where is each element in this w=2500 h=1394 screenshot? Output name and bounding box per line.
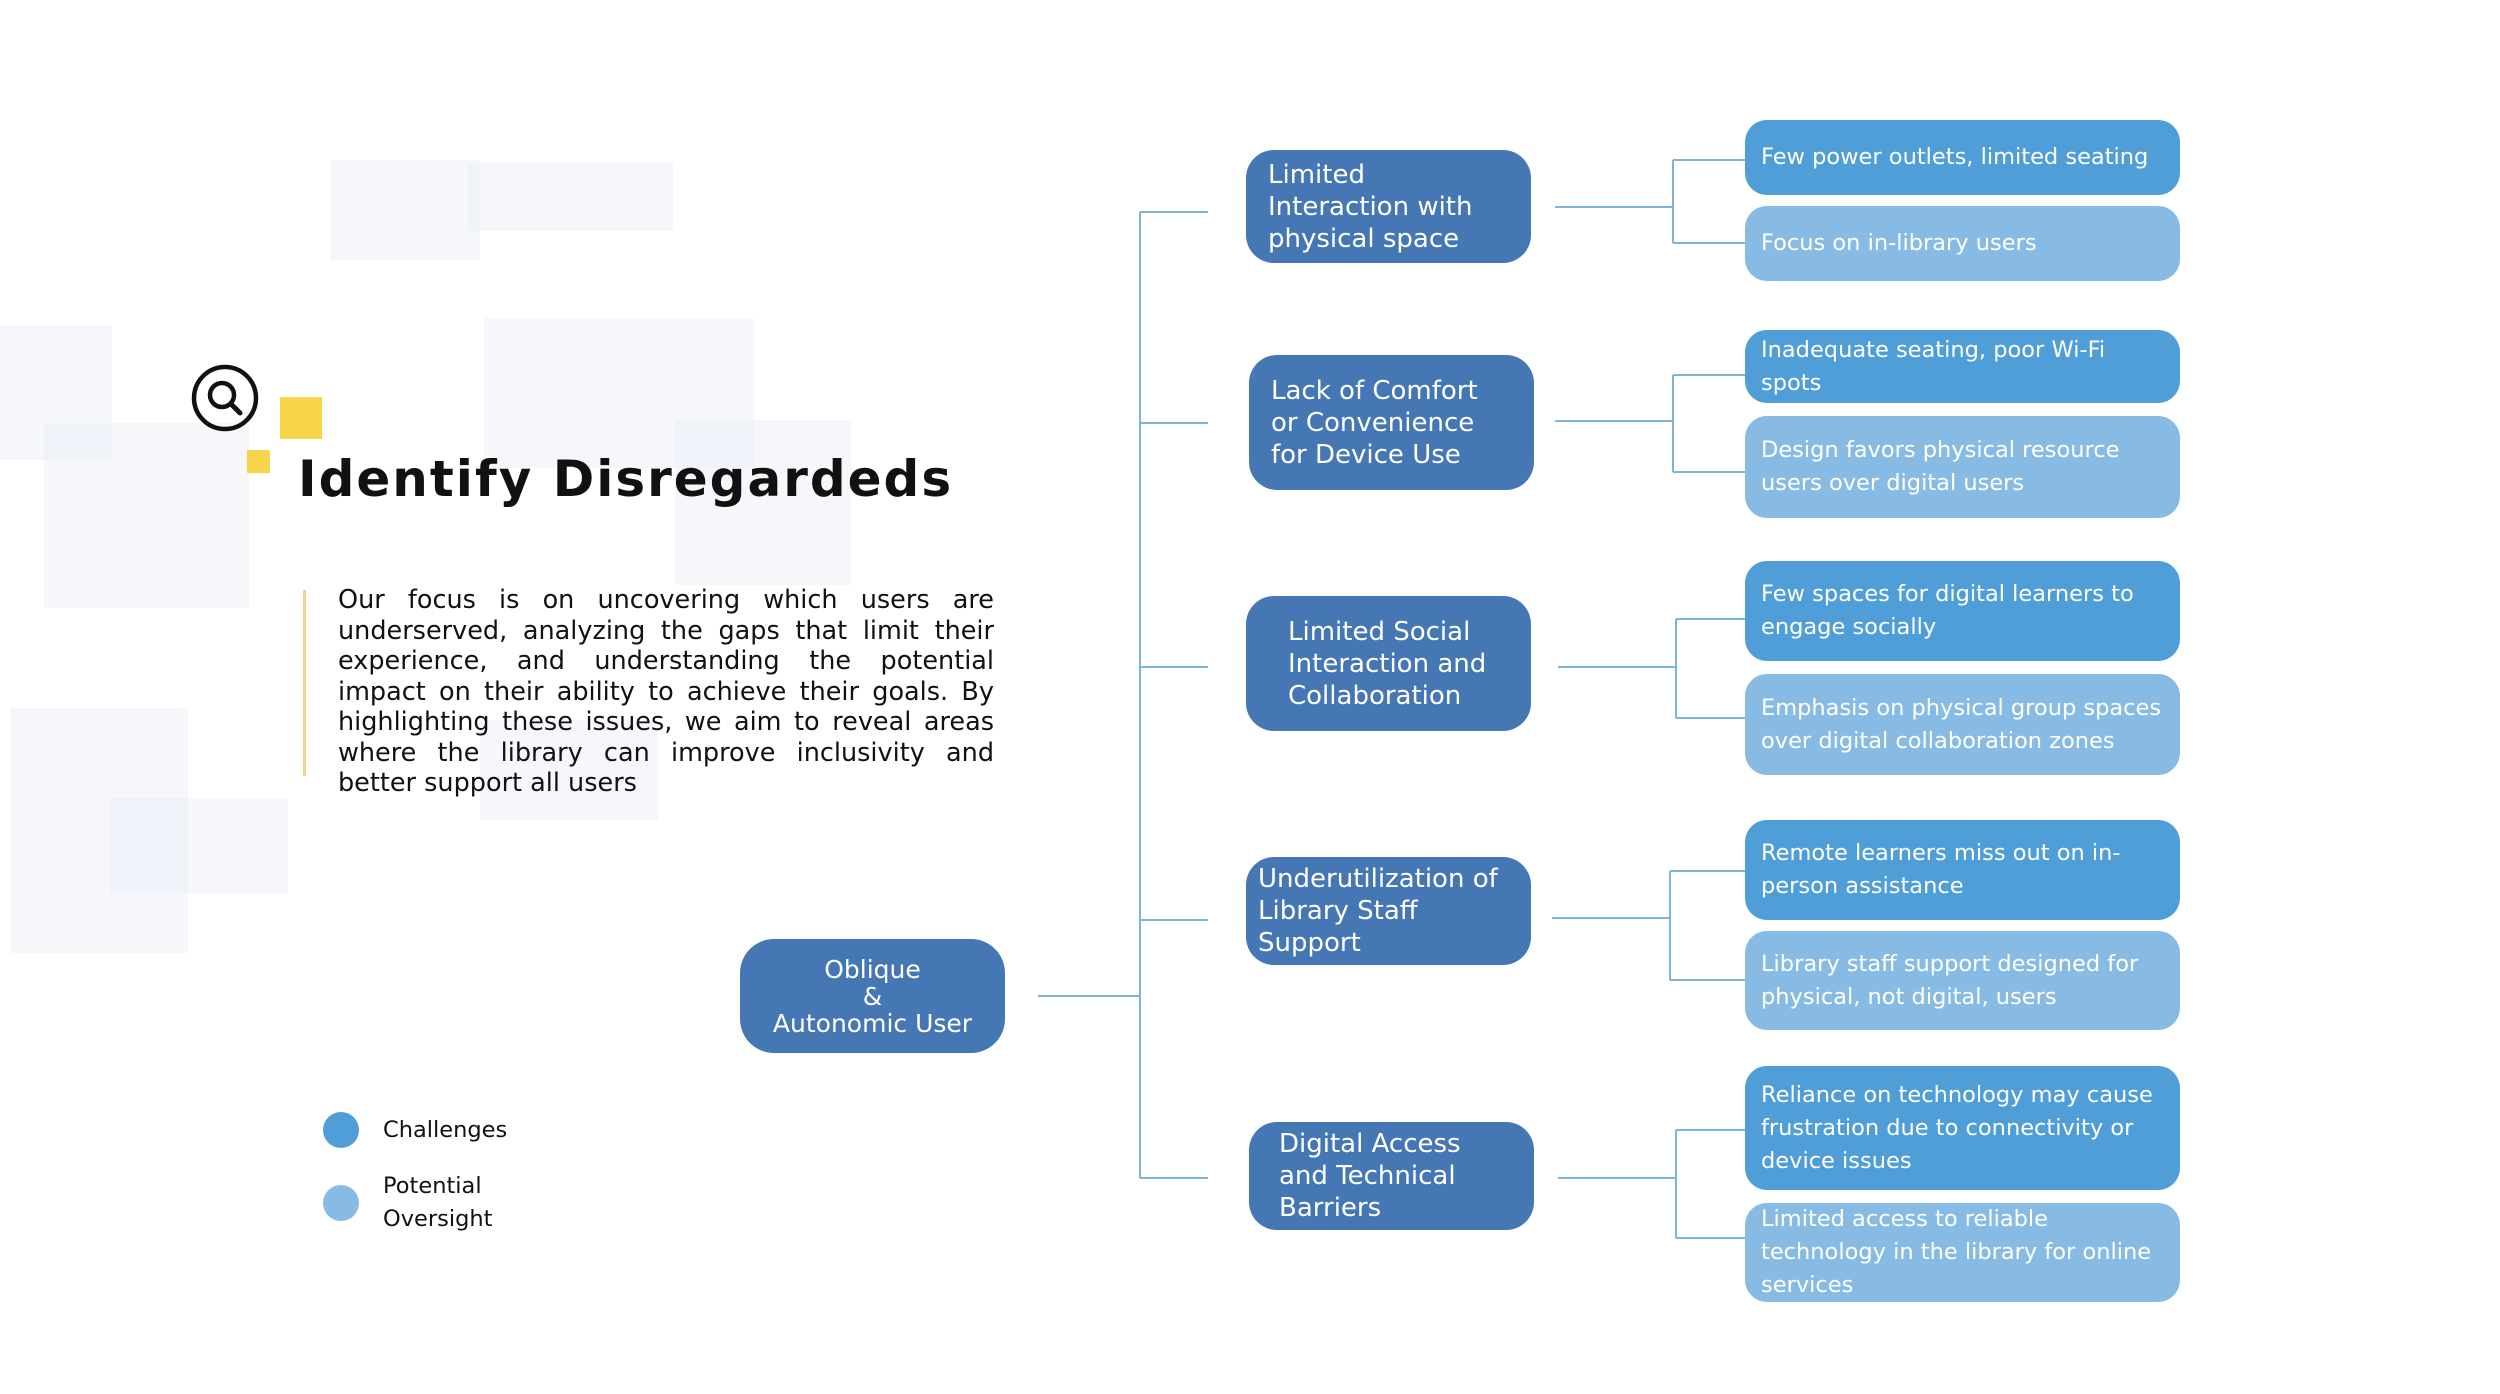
root-line-1: Oblique — [824, 954, 921, 984]
oversight-text: Limited access to reliable technology in the library for online services — [1761, 1206, 2152, 1298]
challenge-node — [1745, 561, 2180, 661]
root-line-3: Autonomic User — [772, 1008, 973, 1038]
legend-dot-challenges — [323, 1112, 359, 1148]
challenge-text: Few spaces for digital learners to engage socially — [1761, 581, 2134, 640]
oversight-text: Emphasis on physical group spaces over digital collaboration zones — [1761, 694, 2162, 754]
branch-label: Limited Interaction with physical space — [1268, 159, 1473, 254]
oversight-node — [1745, 416, 2180, 518]
challenge-node — [1745, 330, 2180, 403]
oversight-node — [1745, 206, 2180, 281]
challenge-text: Reliance on technology may cause frustration due to connectivity or device issues — [1761, 1081, 2153, 1174]
oversight-text: Design favors physical resource users over digital users — [1761, 437, 2120, 496]
challenge-text: Remote learners miss out on in-person assistance — [1761, 840, 2121, 899]
connector-leaf — [1555, 375, 1745, 472]
branch-node-physical-space — [1246, 150, 1531, 263]
connector-leaf — [1558, 619, 1745, 718]
oversight-node — [1745, 674, 2180, 775]
root-line-2: & — [862, 981, 883, 1011]
challenge-text: Inadequate seating, poor Wi-Fi spots — [1761, 336, 2106, 396]
page-title: Identify Disregardeds — [298, 450, 954, 508]
connector-leaf — [1558, 1130, 1745, 1238]
challenge-text: Few power outlets, limited seating — [1761, 144, 2149, 170]
branch-label: Limited Social Interaction and Collaboration — [1288, 616, 1487, 711]
oversight-text: Focus on in-library users — [1761, 230, 2037, 256]
branch-label: Underutilization of Library Staff Support — [1258, 864, 1498, 958]
branch-node-digital-access — [1249, 1122, 1534, 1230]
legend-dot-potential-oversight — [323, 1185, 359, 1221]
branch-node-social-interaction — [1246, 596, 1531, 731]
description: Our focus is on uncovering which users are underserved, analyzing the gaps that limit their experience, and understanding the potential impact on their ability to achieve their goals. By highlighting these issues, we aim to reveal areas where the library can improve inclusivity and better support all users — [338, 585, 994, 798]
oversight-node — [1745, 1203, 2180, 1302]
challenge-node — [1745, 820, 2180, 920]
root-node — [740, 939, 1005, 1053]
legend-label-potential-oversight: Potential Oversight — [383, 1173, 493, 1232]
challenge-node — [1745, 120, 2180, 195]
oversight-node — [1745, 931, 2180, 1030]
connector-leaf — [1552, 871, 1745, 980]
branch-node-staff-support — [1246, 857, 1531, 965]
connector-leaf — [1555, 160, 1745, 243]
oversight-text: Library staff support designed for physical, not digital, users — [1761, 950, 2139, 1010]
challenge-node — [1745, 1066, 2180, 1190]
branch-label: Lack of Comfort or Convenience for Device Use — [1271, 375, 1478, 470]
branch-node-device-comfort — [1249, 355, 1534, 490]
branch-label: Digital Access and Technical Barriers — [1279, 1129, 1461, 1223]
legend-label-challenges: Challenges — [383, 1117, 508, 1143]
